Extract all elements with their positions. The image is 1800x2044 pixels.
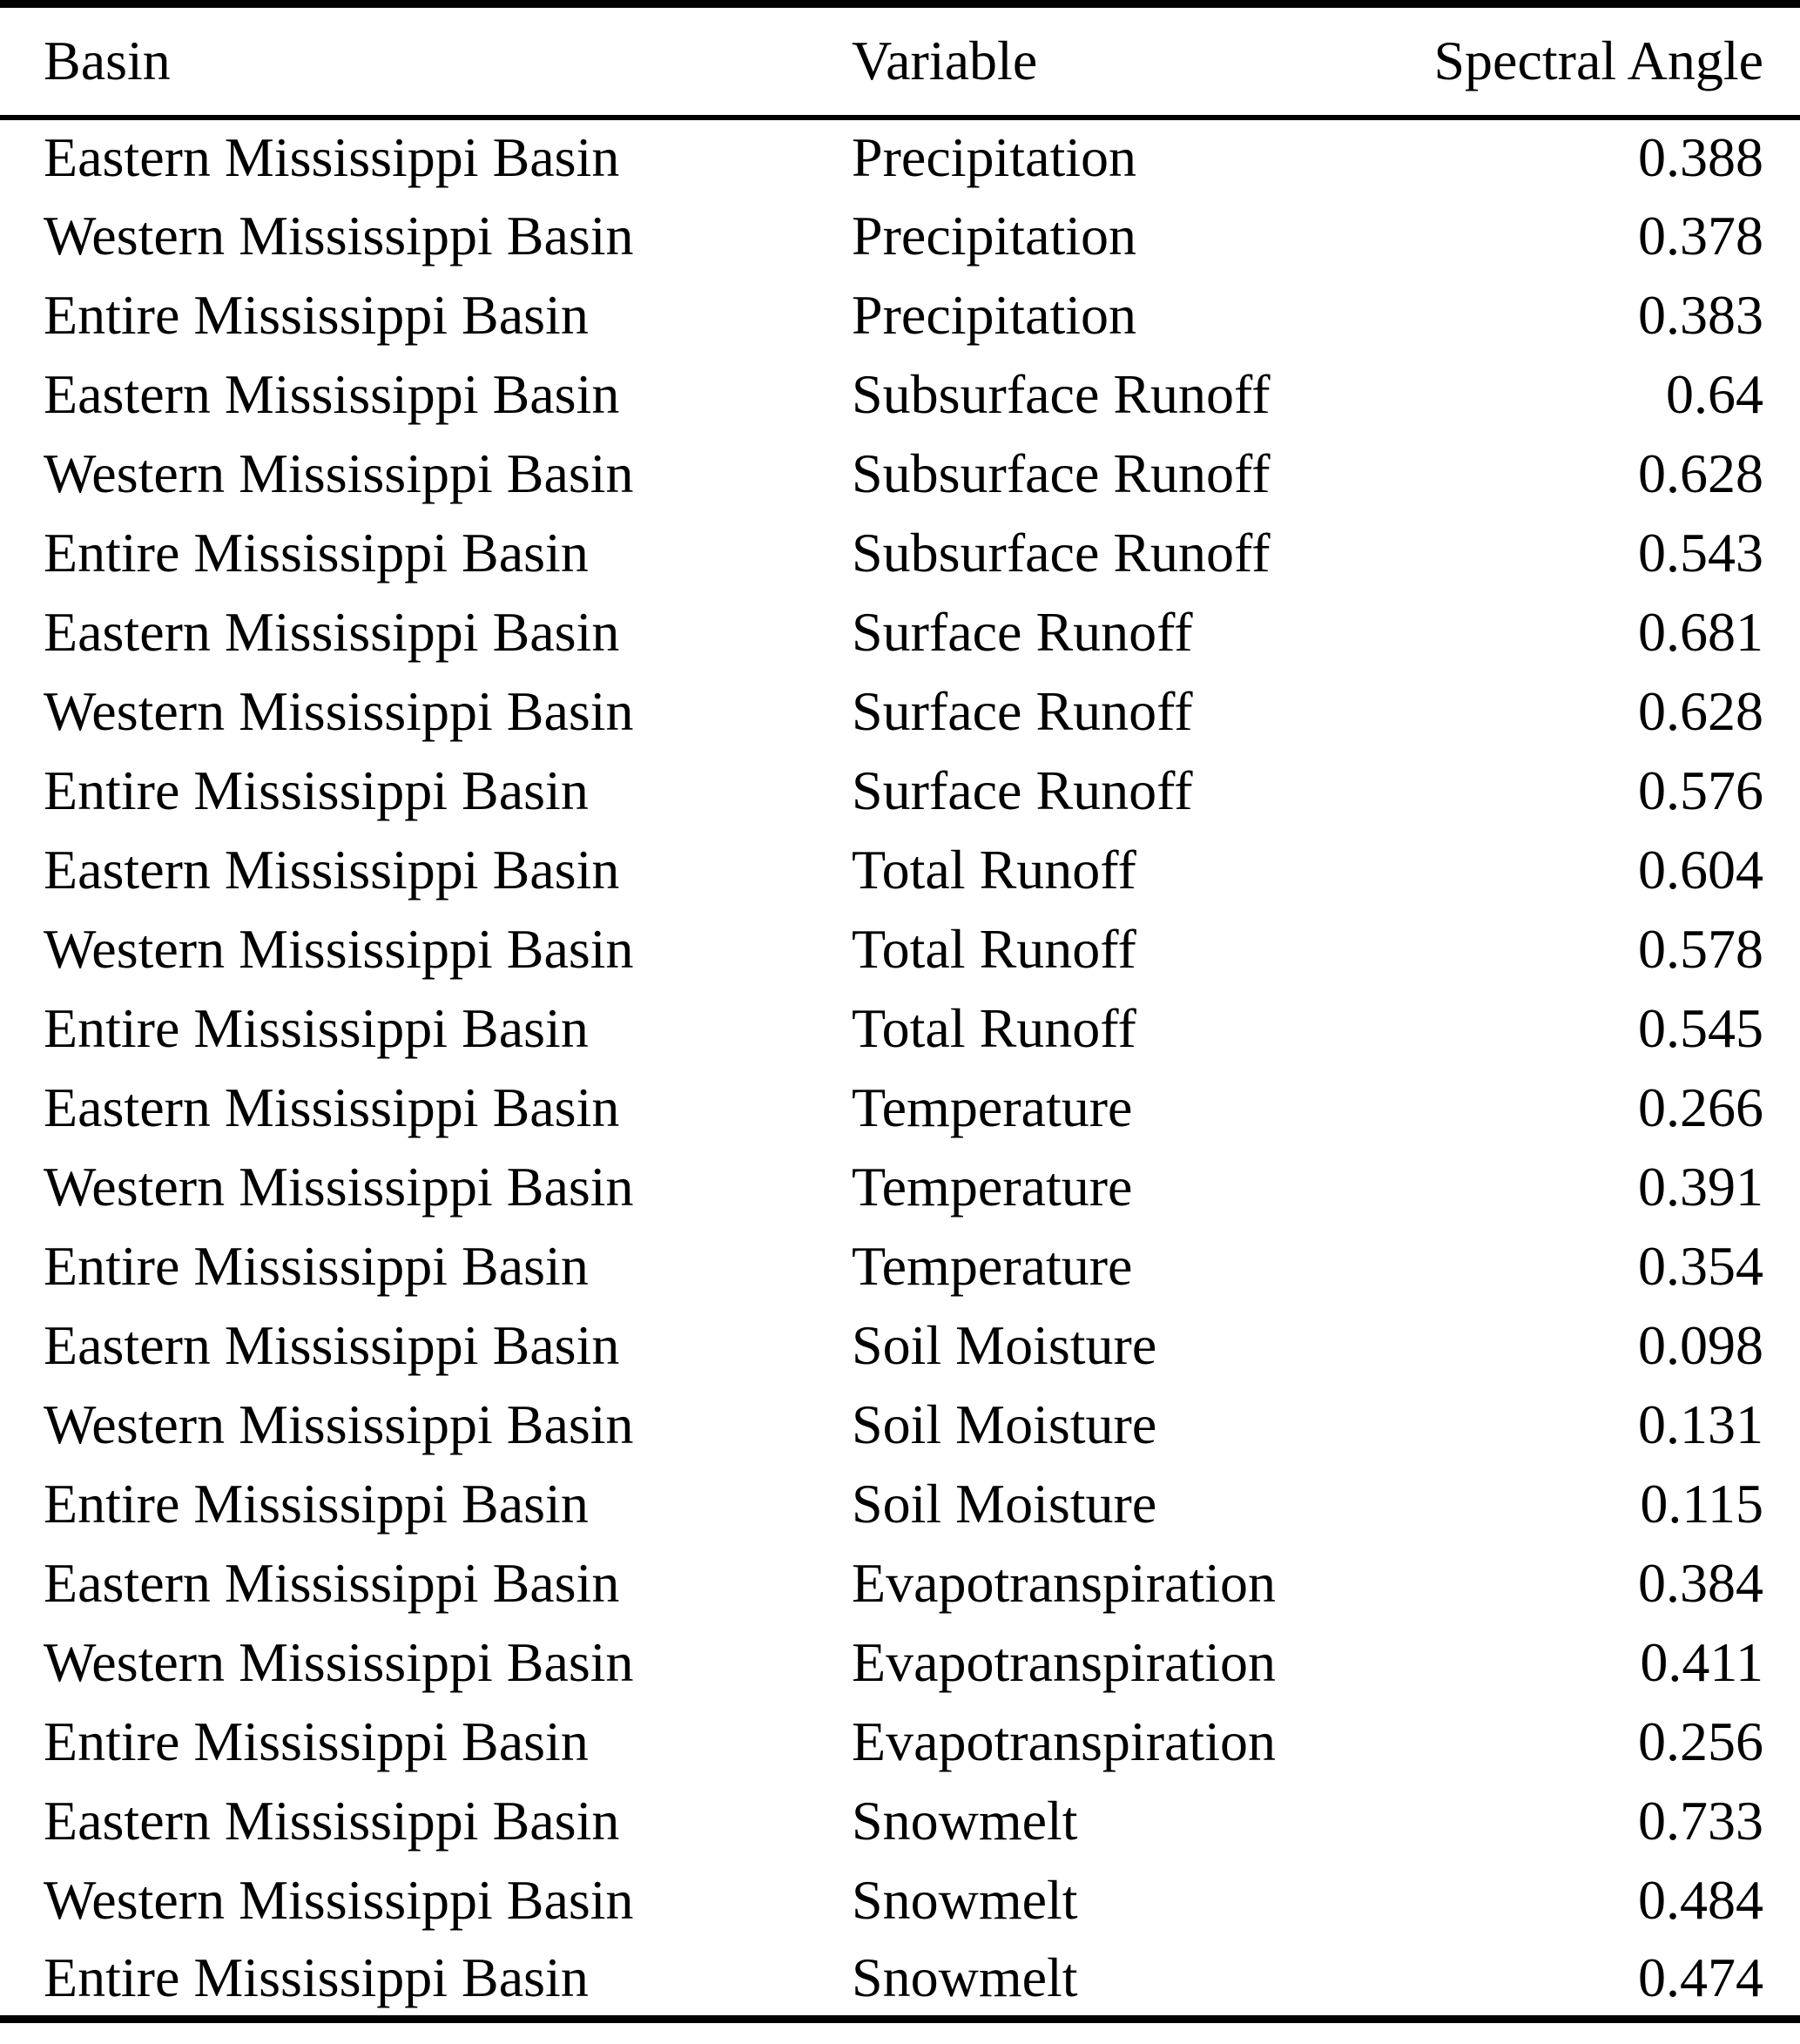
variable-cell: Soil Moisture [852,1472,1157,1535]
basin-cell: Western Mississippi Basin [44,1630,634,1693]
variable-cell: Soil Moisture [852,1393,1157,1455]
spectral-angle-cell: 0.545 [1638,996,1763,1059]
variable-cell: Evapotranspiration [852,1710,1276,1772]
spectral-angle-cell: 0.474 [1638,1946,1763,2008]
variable-cell: Subsurface Runoff [852,442,1271,504]
variable-cell: Precipitation [852,126,1137,189]
basin-cell: Eastern Mississippi Basin [44,362,620,425]
table-row [0,1306,1800,1386]
spectral-angle-cell: 0.354 [1638,1234,1763,1297]
basin-cell: Western Mississippi Basin [44,1868,634,1931]
variable-cell: Evapotranspiration [852,1630,1276,1693]
table-row [0,989,1800,1069]
table-row [0,514,1800,593]
table-row [0,1465,1800,1544]
variable-cell: Total Runoff [852,917,1136,980]
variable-cell: Snowmelt [852,1946,1078,2008]
header-variable: Variable [852,30,1038,92]
table-row [0,1623,1800,1703]
spectral-angle-cell: 0.733 [1638,1789,1763,1852]
spectral-angle-cell: 0.388 [1638,126,1763,189]
basin-cell: Western Mississippi Basin [44,1393,634,1455]
spectral-angle-cell: 0.383 [1638,283,1763,346]
spectral-angle-cell: 0.384 [1638,1551,1763,1614]
variable-cell: Precipitation [852,283,1137,346]
variable-cell: Surface Runoff [852,679,1193,742]
header-spectral-angle: Spectral Angle [1433,30,1763,92]
table-row [0,1861,1800,1940]
basin-cell: Eastern Mississippi Basin [44,1551,620,1614]
spectral-angle-cell: 0.681 [1638,600,1763,663]
header-row [0,4,1800,118]
table-row [0,435,1800,514]
table-row [0,672,1800,752]
variable-cell: Soil Moisture [852,1313,1157,1376]
variable-cell: Temperature [852,1234,1133,1297]
variable-cell: Surface Runoff [852,600,1193,663]
spectral-angle-cell: 0.484 [1638,1868,1763,1931]
variable-cell: Evapotranspiration [852,1551,1276,1614]
table-row [0,1148,1800,1227]
basin-cell: Eastern Mississippi Basin [44,1076,620,1138]
spectral-angle-cell: 0.411 [1640,1630,1763,1693]
basin-cell: Eastern Mississippi Basin [44,1789,620,1852]
basin-cell: Entire Mississippi Basin [44,996,589,1059]
spectral-angle-cell: 0.543 [1638,521,1763,584]
spectral-angle-cell: 0.391 [1638,1155,1763,1218]
spectral-angle-cell: 0.131 [1638,1393,1763,1455]
table-row [0,1782,1800,1861]
variable-cell: Subsurface Runoff [852,521,1271,584]
basin-cell: Eastern Mississippi Basin [44,600,620,663]
basin-cell: Western Mississippi Basin [44,204,634,266]
table-row [0,752,1800,831]
variable-cell: Total Runoff [852,838,1136,901]
variable-cell: Temperature [852,1155,1133,1218]
variable-cell: Snowmelt [852,1868,1078,1931]
variable-cell: Total Runoff [852,996,1136,1059]
table-row [0,118,1800,197]
table-row [0,276,1800,355]
variable-cell: Snowmelt [852,1789,1078,1852]
spectral-angle-cell: 0.628 [1638,442,1763,504]
table-row [0,910,1800,989]
basin-cell: Eastern Mississippi Basin [44,838,620,901]
spectral-angle-cell: 0.115 [1640,1472,1763,1535]
table-row [0,1386,1800,1465]
basin-cell: Western Mississippi Basin [44,679,634,742]
basin-cell: Entire Mississippi Basin [44,1946,589,2008]
basin-cell: Entire Mississippi Basin [44,1710,589,1772]
basin-cell: Western Mississippi Basin [44,442,634,504]
variable-cell: Subsurface Runoff [852,362,1271,425]
basin-cell: Entire Mississippi Basin [44,1472,589,1535]
basin-cell: Entire Mississippi Basin [44,521,589,584]
variable-cell: Surface Runoff [852,759,1193,821]
basin-cell: Western Mississippi Basin [44,1155,634,1218]
spectral-angle-cell: 0.628 [1638,679,1763,742]
spectral-angle-cell: 0.604 [1638,838,1763,901]
spectral-angle-cell: 0.378 [1638,204,1763,266]
basin-cell: Eastern Mississippi Basin [44,1313,620,1376]
basin-cell: Entire Mississippi Basin [44,283,589,346]
spectral-angle-cell: 0.256 [1638,1710,1763,1772]
table-row [0,1940,1800,2020]
variable-cell: Precipitation [852,204,1137,266]
table-row [0,593,1800,672]
spectral-angle-cell: 0.576 [1638,759,1763,821]
table-row [0,197,1800,276]
basin-cell: Entire Mississippi Basin [44,1234,589,1297]
table-row [0,1703,1800,1782]
table-row [0,355,1800,435]
table-row [0,1069,1800,1148]
table-row [0,831,1800,910]
table-row [0,1544,1800,1623]
table-body [0,118,1800,2020]
spectral-angle-cell: 0.098 [1638,1313,1763,1376]
table-row [0,1227,1800,1306]
spectral-angle-cell: 0.64 [1666,362,1763,425]
basin-cell: Western Mississippi Basin [44,917,634,980]
header-basin: Basin [44,30,171,92]
spectral-angle-cell: 0.578 [1638,917,1763,980]
spectral-angle-cell: 0.266 [1638,1076,1763,1138]
basin-cell: Eastern Mississippi Basin [44,126,620,189]
variable-cell: Temperature [852,1076,1133,1138]
basin-cell: Entire Mississippi Basin [44,759,589,821]
